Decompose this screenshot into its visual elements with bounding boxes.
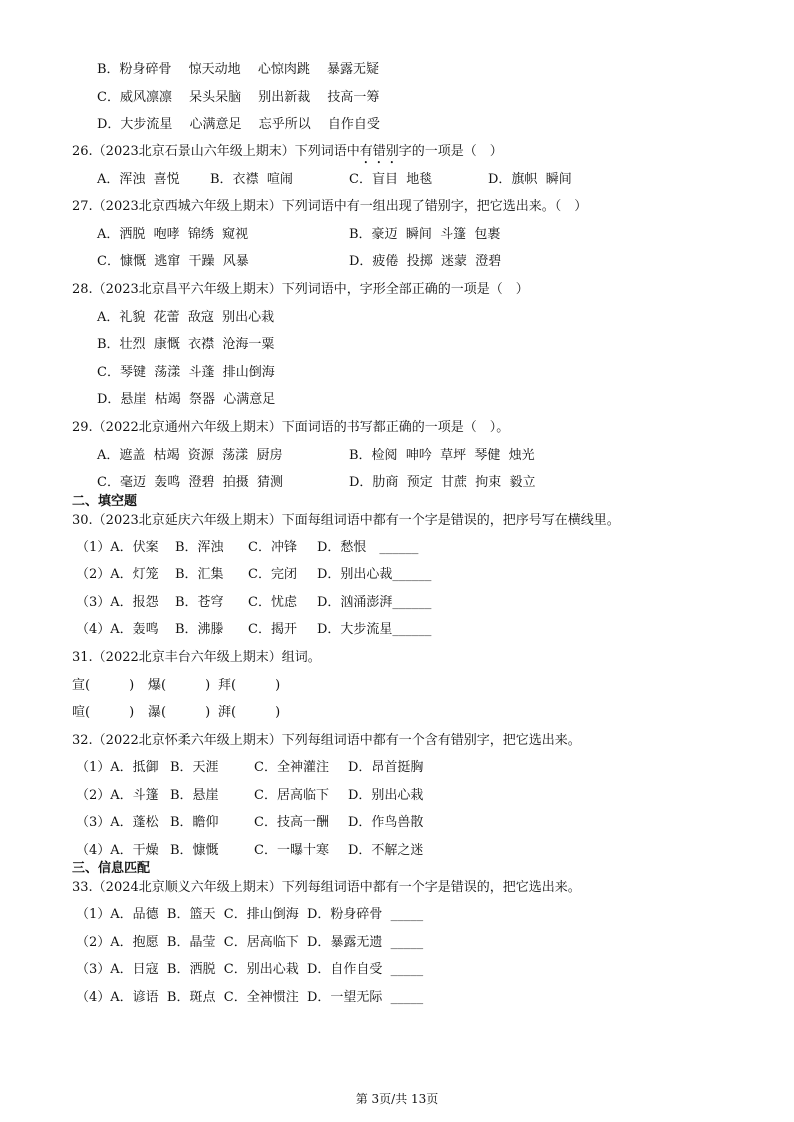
word-blank: 湃( ) xyxy=(218,705,281,720)
word-blank: 爆( ) xyxy=(148,678,211,693)
option-b: B．检阅 呻吟 草坪 琴健 烛光 xyxy=(349,448,535,463)
row-item: B．慷慨 xyxy=(170,843,219,858)
row-item: （3）A．报怨 xyxy=(76,595,159,610)
row-item: C．技高一酬 xyxy=(254,815,329,830)
question-33-stem: 33.（2024北京顺义六年级上期末）下列每组词语中都有一个字是错误的，把它选出来。 xyxy=(72,880,581,895)
option-a: A．遮盖 枯竭 资源 荡漾 厨房 xyxy=(97,448,283,463)
option-a: A．洒脱 咆哮 锦绣 窥视 xyxy=(97,227,249,242)
row-item: （4）A．干燥 xyxy=(76,843,159,858)
option-b: B．壮烈 康慨 衣襟 沧海一粟 xyxy=(97,337,275,352)
row-item: （1）A．抵御 xyxy=(76,760,159,775)
row-item: （2）A．抱愿 B．晶莹 C．居高临下 D．暴露无遗 _____ xyxy=(76,935,424,950)
row-item: （1）A．伏案 xyxy=(76,540,159,555)
option-b: B．豪迈 瞬间 斗篷 包裹 xyxy=(349,227,501,242)
option-d: D．疲倦 投掷 迷蒙 澄碧 xyxy=(349,254,502,269)
row-item: （4）A．轰鸣 xyxy=(76,622,159,637)
row-item-answer: D．大步流星______ xyxy=(317,622,432,637)
section-heading: 三、信息匹配 xyxy=(72,861,151,876)
row-item: C．全神灌注 xyxy=(254,760,329,775)
row-item: B．天涯 xyxy=(170,760,219,775)
option-a: A．浑浊 喜悦 xyxy=(97,172,180,187)
word-blank: 喧( ) xyxy=(72,705,135,720)
page-number: 第 3页/共 13页 xyxy=(355,1092,439,1106)
option-d: D．旗帜 瞬间 xyxy=(488,172,572,187)
row-item: C．完闭 xyxy=(248,567,297,582)
row-item: D．不解之迷 xyxy=(348,843,424,858)
row-item: （4）A．谚语 B．斑点 C．全神惯注 D．一望无际 _____ xyxy=(76,990,424,1005)
row-item-answer: D．汹涌澎湃______ xyxy=(317,595,432,610)
row-item: C．冲锋 xyxy=(248,540,297,555)
option-d: D．肋商 预定 甘蔗 拘束 毅立 xyxy=(349,475,536,490)
word-blank: 拜( ) xyxy=(218,678,281,693)
option-d: D．大步流星 心满意足 忘乎所以 自作自受 xyxy=(97,117,380,132)
option-b: B．衣襟 喧闹 xyxy=(210,172,293,187)
row-item: B．悬崖 xyxy=(170,788,219,803)
question-29-stem: 29.（2022北京通州六年级上期末）下面词语的书写都正确的一项是（ ）。 xyxy=(72,420,510,435)
option-c: C．琴键 荡漾 斗蓬 排山倒海 xyxy=(97,365,275,380)
option-c: C．慷慨 逃窜 干躁 风暴 xyxy=(97,254,249,269)
row-item: D．别出心栽 xyxy=(348,788,424,803)
row-item: （3）A．日寇 B．洒脱 C．别出心栽 D．自作自受 _____ xyxy=(76,962,424,977)
word-blank: 宣( ) xyxy=(72,678,135,693)
option-b: B．粉身碎骨 惊天动地 心惊肉跳 暴露无疑 xyxy=(97,62,379,77)
option-a: A．礼貌 花蕾 敌寇 别出心栽 xyxy=(97,310,275,325)
stem-suffix: 字的一项是（ ） xyxy=(398,144,503,159)
row-item: C．揭开 xyxy=(248,622,297,637)
emphasized-text: 有错别 xyxy=(359,144,399,159)
row-item: C．一曝十寒 xyxy=(254,843,329,858)
row-item: B．苍穹 xyxy=(175,595,224,610)
option-c: C．威风凛凛 呆头呆脑 别出新裁 技高一筹 xyxy=(97,90,380,105)
word-blank: 瀑( ) xyxy=(148,705,211,720)
row-item-answer: D．别出心裁______ xyxy=(317,567,432,582)
question-30-stem: 30.（2023北京延庆六年级上期末）下面每组词语中都有一个字是错误的，把序号写在横线里。 xyxy=(72,513,620,528)
row-item: D．昂首挺胸 xyxy=(348,760,424,775)
row-item: D．作鸟兽散 xyxy=(348,815,424,830)
row-item-answer: D．愁恨 ______ xyxy=(317,540,419,555)
stem-prefix: 26.（2023北京石景山六年级上期末）下列词语中 xyxy=(72,144,360,159)
row-item: B．沸滕 xyxy=(175,622,224,637)
row-item: （2）A．灯笼 xyxy=(76,567,159,582)
option-c: C．盲目 地毯 xyxy=(349,172,433,187)
question-28-stem: 28.（2023北京昌平六年级上期末）下列词语中，字形全部正确的一项是（ ） xyxy=(72,282,529,297)
row-item: C．忧虑 xyxy=(248,595,297,610)
row-item: B．瞻仰 xyxy=(170,815,219,830)
row-item: （3）A．蓬松 xyxy=(76,815,159,830)
row-item: B．汇集 xyxy=(175,567,224,582)
row-item: B．浑浊 xyxy=(175,540,224,555)
question-27-stem: 27.（2023北京西城六年级上期末）下列词语中有一组出现了错别字，把它选出来。（ ） xyxy=(72,199,588,214)
row-item: （2）A．斗篷 xyxy=(76,788,159,803)
question-26-stem xyxy=(72,144,503,167)
section-heading: 二、填空题 xyxy=(72,494,138,509)
question-32-stem: 32.（2022北京怀柔六年级上期末）下列每组词语中都有一个含有错别字，把它选出来。 xyxy=(72,733,581,748)
row-item: （1）A．品德 B．篮天 C．排山倒海 D．粉身碎骨 _____ xyxy=(76,907,424,922)
option-d: D．悬崖 枯竭 祭器 心满意足 xyxy=(97,392,276,407)
question-31-stem: 31.（2022北京丰台六年级上期末）组词。 xyxy=(72,650,321,665)
option-c: C．毫迈 轰鸣 澄碧 拍摄 猜测 xyxy=(97,475,284,490)
row-item: C．居高临下 xyxy=(254,788,329,803)
